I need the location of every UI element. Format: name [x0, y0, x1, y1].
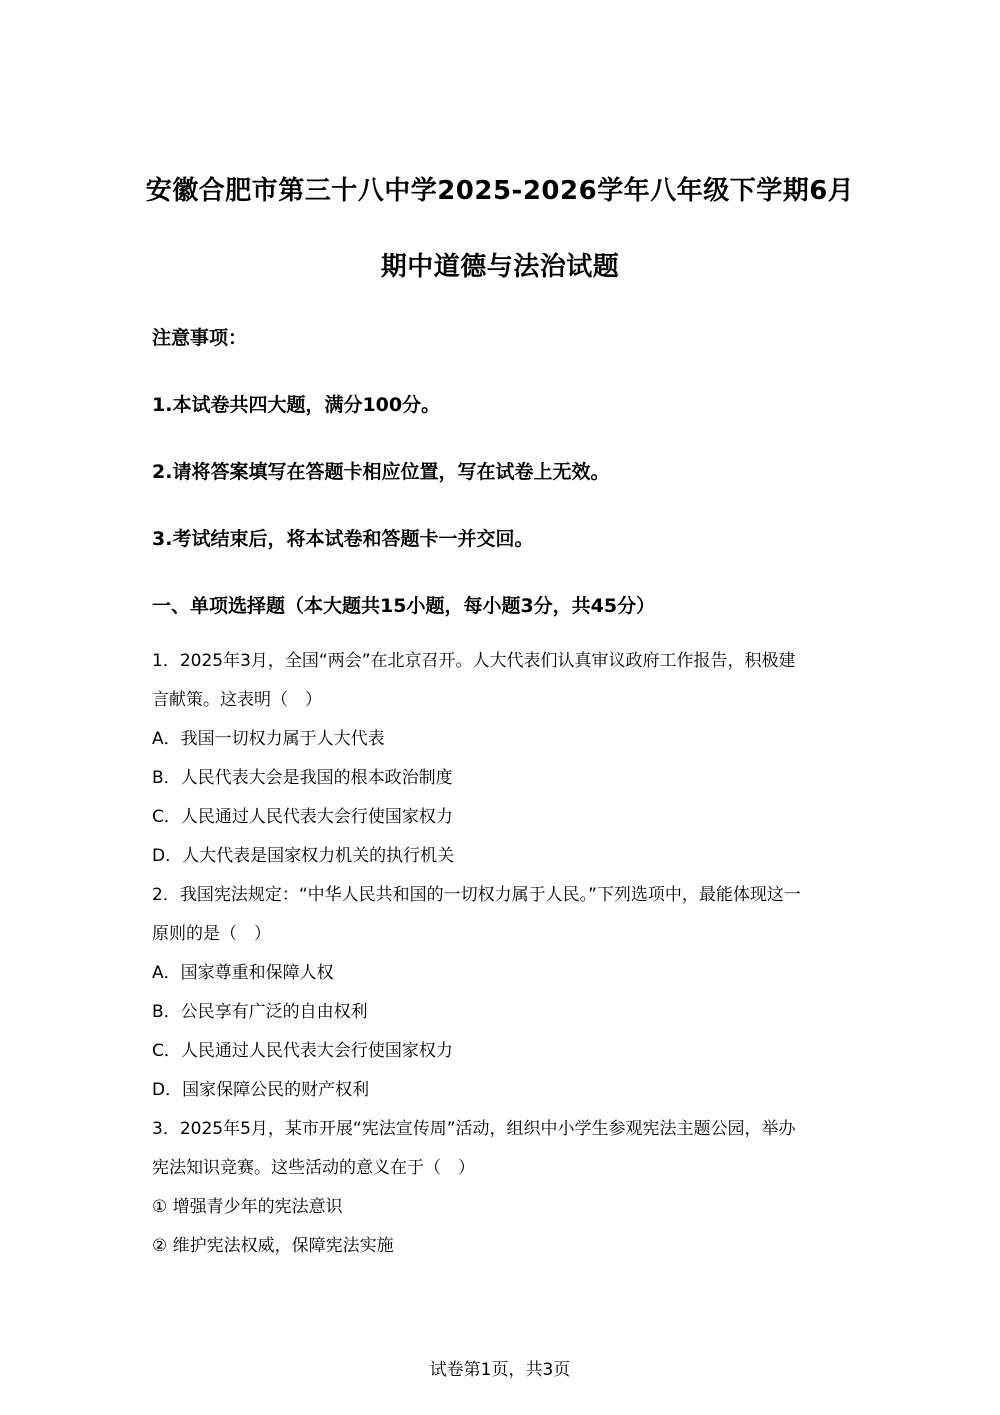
question-2-option-d: D．国家保障公民的财产权利 [152, 1080, 370, 1100]
question-2-option-c: C．人民通过人民代表大会行使国家权力 [152, 1041, 453, 1061]
exam-title-line1: 安徽合肥市第三十八中学2025-2026学年八年级下学期6月 [145, 176, 855, 206]
notice-heading: 注意事项： [152, 327, 248, 349]
page-footer: 试卷第1页，共3页 [429, 1360, 571, 1380]
question-1-option-b: B．人民代表大会是我国的根本政治制度 [152, 768, 453, 788]
question-2-option-a: A．国家尊重和保障人权 [152, 963, 334, 983]
question-2-stem-line1: 2．我国宪法规定：“中华人民共和国的一切权力属于人民。”下列选项中，最能体现这一 [152, 885, 801, 905]
notice-item-2: 2.请将答案填写在答题卡相应位置，写在试卷上无效。 [152, 461, 610, 483]
question-3-stem-line2: 宪法知识竞赛。这些活动的意义在于（ ） [152, 1158, 475, 1178]
question-2-stem-line2: 原则的是（ ） [152, 924, 271, 944]
question-1-stem-line1: 1．2025年3月，全国“两会”在北京召开。人大代表们认真审议政府工作报告，积极建 [152, 651, 796, 671]
question-1-option-d: D．人大代表是国家权力机关的执行机关 [152, 846, 455, 866]
exam-title-line2: 期中道德与法治试题 [380, 252, 620, 282]
question-3-stem-line1: 3．2025年5月，某市开展“宪法宣传周”活动，组织中小学生参观宪法主题公园，举办 [152, 1119, 796, 1139]
question-3-option-2: ② 维护宪法权威，保障宪法实施 [152, 1236, 394, 1256]
section-heading: 一、单项选择题（本大题共15小题，每小题3分，共45分） [152, 595, 656, 617]
question-1-option-a: A．我国一切权力属于人大代表 [152, 729, 385, 749]
notice-item-1: 1.本试卷共四大题，满分100分。 [152, 394, 441, 416]
question-1-stem-line2: 言献策。这表明（ ） [152, 690, 322, 710]
notice-item-3: 3.考试结束后，将本试卷和答题卡一并交回。 [152, 528, 534, 550]
question-1-option-c: C．人民通过人民代表大会行使国家权力 [152, 807, 453, 827]
question-2-option-b: B．公民享有广泛的自由权利 [152, 1002, 368, 1022]
question-3-option-1: ① 增强青少年的宪法意识 [152, 1197, 343, 1217]
